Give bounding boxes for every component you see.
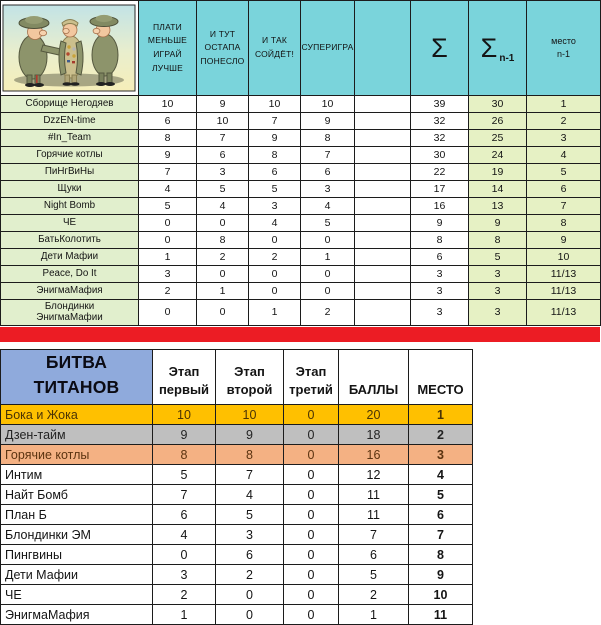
place-prev-cell[interactable]: 5: [527, 164, 601, 181]
stage-score-cell[interactable]: 9: [153, 425, 216, 445]
team-name-cell[interactable]: DzzEN-time: [1, 113, 139, 130]
stage-score-cell[interactable]: 1: [301, 249, 355, 266]
stage-score-cell[interactable]: 7: [249, 113, 301, 130]
stage-score-cell[interactable]: 0: [284, 445, 339, 465]
sum-prev-cell[interactable]: 14: [469, 181, 527, 198]
stage-score-cell[interactable]: 0: [197, 266, 249, 283]
stage-score-cell[interactable]: 4: [249, 215, 301, 232]
points-cell[interactable]: 1: [339, 605, 409, 625]
cartoon-image-cell: [1, 1, 139, 96]
bottom-table-row: [1, 505, 473, 525]
column-header-etap3[interactable]: Этап третий: [284, 349, 339, 405]
top-table-header-row: [1, 1, 601, 96]
blank-cell[interactable]: [355, 96, 411, 113]
place-prev-cell[interactable]: 10: [527, 249, 601, 266]
sum-total-cell[interactable]: 30: [411, 147, 469, 164]
sum-prev-cell[interactable]: 25: [469, 130, 527, 147]
stage-score-cell[interactable]: 3: [153, 565, 216, 585]
bottom-table-row: [1, 545, 473, 565]
sum-total-cell[interactable]: 22: [411, 164, 469, 181]
bottom-table-row: [1, 405, 473, 425]
bottom-table-body: [1, 405, 473, 625]
points-cell[interactable]: 16: [339, 445, 409, 465]
stage-score-cell[interactable]: 0: [197, 300, 249, 326]
stage-score-cell[interactable]: 0: [284, 565, 339, 585]
place-prev-cell[interactable]: 1: [527, 96, 601, 113]
place-cell[interactable]: 10: [409, 585, 473, 605]
bottom-table-header-row: [1, 349, 473, 405]
stage-score-cell[interactable]: 7: [139, 164, 197, 181]
stage-score-cell[interactable]: 0: [249, 232, 301, 249]
stage-score-cell[interactable]: 0: [301, 283, 355, 300]
stage-score-cell[interactable]: 0: [284, 545, 339, 565]
stage-score-cell[interactable]: 2: [139, 283, 197, 300]
column-header-place-prev[interactable]: [527, 1, 601, 96]
stage-score-cell[interactable]: 9: [249, 130, 301, 147]
stage-score-cell[interactable]: 10: [216, 405, 284, 425]
team-name-cell[interactable]: Найт Бомб: [1, 485, 153, 505]
column-header-sum[interactable]: [411, 1, 469, 96]
blank-cell[interactable]: [355, 130, 411, 147]
top-table-row: [1, 147, 601, 164]
team-name-cell[interactable]: Блондинки ЭнигмаМафии: [1, 300, 139, 326]
stage-score-cell[interactable]: 3: [301, 181, 355, 198]
sum-prev-cell[interactable]: 19: [469, 164, 527, 181]
place-cell[interactable]: 5: [409, 485, 473, 505]
team-name-cell[interactable]: Night Bomb: [1, 198, 139, 215]
stage-score-cell[interactable]: 0: [284, 405, 339, 425]
stage-score-cell[interactable]: 2: [216, 565, 284, 585]
top-table-row: [1, 300, 601, 326]
column-header-stage4[interactable]: СУПЕРИГРА: [301, 1, 355, 96]
separator-bar: [0, 327, 600, 342]
team-name-cell[interactable]: Дети Мафии: [1, 565, 153, 585]
sum-total-cell[interactable]: 3: [411, 283, 469, 300]
team-name-cell[interactable]: Блондинки ЭМ: [1, 525, 153, 545]
stage-score-cell[interactable]: 10: [249, 96, 301, 113]
stage-score-cell[interactable]: 0: [153, 545, 216, 565]
sum-total-cell[interactable]: 39: [411, 96, 469, 113]
bottom-table-row: [1, 585, 473, 605]
bottom-table-row: [1, 445, 473, 465]
sum-total-cell[interactable]: 6: [411, 249, 469, 266]
bottom-table-row: [1, 485, 473, 505]
stage-score-cell[interactable]: 3: [139, 266, 197, 283]
column-header-place[interactable]: МЕСТО: [409, 349, 473, 405]
place-cell[interactable]: 1: [409, 405, 473, 425]
stage-score-cell[interactable]: 6: [301, 164, 355, 181]
place-cell[interactable]: 8: [409, 545, 473, 565]
place-cell[interactable]: 2: [409, 425, 473, 445]
stage-score-cell[interactable]: 5: [216, 505, 284, 525]
points-cell[interactable]: 7: [339, 525, 409, 545]
stage-score-cell[interactable]: 10: [153, 405, 216, 425]
stage-score-cell[interactable]: 0: [216, 585, 284, 605]
sum-prev-cell[interactable]: 30: [469, 96, 527, 113]
place-prev-cell[interactable]: 11/13: [527, 283, 601, 300]
top-table-row: [1, 249, 601, 266]
blank-cell[interactable]: [355, 113, 411, 130]
team-name-cell[interactable]: Горячие котлы: [1, 445, 153, 465]
place-prev-cell[interactable]: 2: [527, 113, 601, 130]
stage-score-cell[interactable]: 0: [216, 605, 284, 625]
bottom-table-title[interactable]: БИТВА ТИТАНОВ: [1, 349, 153, 405]
stage-score-cell[interactable]: 1: [139, 249, 197, 266]
place-prev-cell[interactable]: 3: [527, 130, 601, 147]
stage-score-cell[interactable]: 3: [197, 164, 249, 181]
place-cell[interactable]: 3: [409, 445, 473, 465]
team-name-cell[interactable]: #In_Team: [1, 130, 139, 147]
top-table-row: [1, 181, 601, 198]
team-name-cell[interactable]: Сборище Негодяев: [1, 96, 139, 113]
stage-score-cell[interactable]: 5: [153, 465, 216, 485]
stage-score-cell[interactable]: 4: [139, 181, 197, 198]
column-header-stage2[interactable]: И ТУТ ОСТАПА ПОНЕСЛО: [197, 1, 249, 96]
stage-score-cell[interactable]: 8: [197, 232, 249, 249]
sum-total-cell[interactable]: 9: [411, 215, 469, 232]
stage-score-cell[interactable]: 8: [301, 130, 355, 147]
blank-cell[interactable]: [355, 147, 411, 164]
bottom-table-row: [1, 525, 473, 545]
stage-score-cell[interactable]: 0: [284, 425, 339, 445]
place-prev-cell[interactable]: 11/13: [527, 266, 601, 283]
team-name-cell[interactable]: ЭнигмаМафия: [1, 605, 153, 625]
sum-prev-cell[interactable]: 3: [469, 300, 527, 326]
team-name-cell[interactable]: ПиНгВиНы: [1, 164, 139, 181]
sum-prev-cell[interactable]: 26: [469, 113, 527, 130]
stage-score-cell[interactable]: 0: [301, 232, 355, 249]
stage-score-cell[interactable]: 10: [301, 96, 355, 113]
team-name-cell[interactable]: Интим: [1, 465, 153, 485]
stage-score-cell[interactable]: 9: [139, 147, 197, 164]
blank-cell[interactable]: [355, 266, 411, 283]
stage-score-cell[interactable]: 2: [301, 300, 355, 326]
titan-battle-table: [0, 349, 473, 625]
stage-score-cell[interactable]: 9: [301, 113, 355, 130]
blank-cell[interactable]: [355, 232, 411, 249]
stage-score-cell[interactable]: 2: [197, 249, 249, 266]
stage-score-cell[interactable]: 0: [249, 266, 301, 283]
stage-score-cell[interactable]: 0: [284, 505, 339, 525]
team-name-cell[interactable]: ЧЕ: [1, 585, 153, 605]
stage-score-cell[interactable]: 8: [139, 130, 197, 147]
stage-score-cell[interactable]: 7: [301, 147, 355, 164]
sum-total-cell[interactable]: 16: [411, 198, 469, 215]
stage-score-cell[interactable]: 2: [153, 585, 216, 605]
blank-cell[interactable]: [355, 181, 411, 198]
stage-score-cell[interactable]: 0: [139, 300, 197, 326]
column-header-points[interactable]: БАЛЛЫ: [339, 349, 409, 405]
sum-total-cell[interactable]: 32: [411, 113, 469, 130]
stage-score-cell[interactable]: 1: [197, 283, 249, 300]
top-table-row: [1, 266, 601, 283]
bottom-table-row: [1, 605, 473, 625]
team-name-cell[interactable]: Дети Мафии: [1, 249, 139, 266]
column-header-stage3[interactable]: И ТАК СОЙДЁТ!: [249, 1, 301, 96]
stage-score-cell[interactable]: 0: [139, 232, 197, 249]
stage-score-cell[interactable]: 0: [249, 283, 301, 300]
stage-score-cell[interactable]: 5: [301, 215, 355, 232]
top-table-body: [1, 96, 601, 326]
stage-score-cell[interactable]: 6: [153, 505, 216, 525]
stage-score-cell[interactable]: 6: [197, 147, 249, 164]
blank-cell[interactable]: [355, 215, 411, 232]
stage-score-cell[interactable]: 7: [153, 485, 216, 505]
sum-total-cell[interactable]: 8: [411, 232, 469, 249]
stage-score-cell[interactable]: 4: [153, 525, 216, 545]
sum-prev-cell[interactable]: 3: [469, 283, 527, 300]
team-name-cell[interactable]: Дзен-тайм: [1, 425, 153, 445]
stage-score-cell[interactable]: 7: [216, 465, 284, 485]
place-cell[interactable]: 9: [409, 565, 473, 585]
stage-score-cell[interactable]: 8: [216, 445, 284, 465]
stage-score-cell[interactable]: 2: [249, 249, 301, 266]
stage-score-cell[interactable]: 6: [139, 113, 197, 130]
bottom-table-row: [1, 425, 473, 445]
place-prev-cell[interactable]: 11/13: [527, 300, 601, 326]
sum-prev-cell[interactable]: 5: [469, 249, 527, 266]
stage-score-cell[interactable]: 0: [284, 465, 339, 485]
team-name-cell[interactable]: ЧЕ: [1, 215, 139, 232]
column-header-etap2[interactable]: Этап второй: [216, 349, 284, 405]
sum-total-cell[interactable]: 17: [411, 181, 469, 198]
blank-cell[interactable]: [355, 300, 411, 326]
sum-prev-cell[interactable]: 3: [469, 266, 527, 283]
top-table-row: [1, 232, 601, 249]
place-header-line2: n-1: [556, 49, 570, 59]
stage-score-cell[interactable]: 6: [249, 164, 301, 181]
points-cell[interactable]: 20: [339, 405, 409, 425]
points-cell[interactable]: 12: [339, 465, 409, 485]
team-name-cell[interactable]: Бока и Жока: [1, 405, 153, 425]
sum-total-cell[interactable]: 3: [411, 266, 469, 283]
bottom-table-row: [1, 565, 473, 585]
stage-score-cell[interactable]: 0: [284, 525, 339, 545]
sum-prev-cell[interactable]: 24: [469, 147, 527, 164]
points-cell[interactable]: 18: [339, 425, 409, 445]
stage-score-cell[interactable]: 8: [249, 147, 301, 164]
place-cell[interactable]: 6: [409, 505, 473, 525]
sigma-symbol: Σ: [431, 32, 448, 63]
team-name-cell[interactable]: Пингвины: [1, 545, 153, 565]
stage-score-cell[interactable]: 3: [249, 198, 301, 215]
points-cell[interactable]: 2: [339, 585, 409, 605]
stage-score-cell[interactable]: 5: [197, 181, 249, 198]
sigma-symbol: Σ: [480, 32, 498, 63]
place-cell[interactable]: 7: [409, 525, 473, 545]
stage-score-cell[interactable]: 4: [197, 198, 249, 215]
stage-score-cell[interactable]: 1: [249, 300, 301, 326]
sum-total-cell[interactable]: 32: [411, 130, 469, 147]
stage-score-cell[interactable]: 5: [249, 181, 301, 198]
stage-score-cell[interactable]: 4: [301, 198, 355, 215]
stage-score-cell[interactable]: 0: [139, 215, 197, 232]
team-name-cell[interactable]: БатьКолотить: [1, 232, 139, 249]
top-table-row: [1, 130, 601, 147]
stage-score-cell[interactable]: 0: [301, 266, 355, 283]
top-table-row: [1, 96, 601, 113]
cartoon-officers-image: [3, 5, 135, 91]
stage-score-cell[interactable]: 9: [197, 96, 249, 113]
top-table-row: [1, 198, 601, 215]
place-prev-cell[interactable]: 8: [527, 215, 601, 232]
place-prev-cell[interactable]: 4: [527, 147, 601, 164]
stage-score-cell[interactable]: 0: [284, 585, 339, 605]
sum-prev-cell[interactable]: 9: [469, 215, 527, 232]
team-name-cell[interactable]: Щуки: [1, 181, 139, 198]
column-header-stage1[interactable]: ПЛАТИ МЕНЬШЕ ИГРАЙ ЛУЧШЕ: [139, 1, 197, 96]
stage-score-cell[interactable]: 5: [139, 198, 197, 215]
blank-cell[interactable]: [355, 249, 411, 266]
stage-score-cell[interactable]: 9: [216, 425, 284, 445]
sigma-subscript: n-1: [499, 52, 515, 64]
stage-score-cell[interactable]: 7: [197, 130, 249, 147]
stage-score-cell[interactable]: 3: [216, 525, 284, 545]
team-name-cell[interactable]: Горячие котлы: [1, 147, 139, 164]
top-table-row: [1, 215, 601, 232]
place-cell[interactable]: 4: [409, 465, 473, 485]
team-name-cell[interactable]: План Б: [1, 505, 153, 525]
points-cell[interactable]: 11: [339, 505, 409, 525]
blank-cell[interactable]: [355, 164, 411, 181]
stage-score-cell[interactable]: 0: [284, 485, 339, 505]
column-header-blank[interactable]: [355, 1, 411, 96]
top-table-row: [1, 283, 601, 300]
sum-total-cell[interactable]: 3: [411, 300, 469, 326]
stage-score-cell[interactable]: 0: [284, 605, 339, 625]
points-cell[interactable]: 6: [339, 545, 409, 565]
sum-prev-cell[interactable]: 13: [469, 198, 527, 215]
top-table-row: [1, 164, 601, 181]
place-prev-cell[interactable]: 6: [527, 181, 601, 198]
place-prev-cell[interactable]: 9: [527, 232, 601, 249]
points-cell[interactable]: 11: [339, 485, 409, 505]
column-header-sum-prev[interactable]: [469, 1, 527, 96]
points-cell[interactable]: 5: [339, 565, 409, 585]
top-table-row: [1, 113, 601, 130]
bottom-table-row: [1, 465, 473, 485]
stage-score-cell[interactable]: 4: [216, 485, 284, 505]
stage-score-cell[interactable]: 10: [197, 113, 249, 130]
column-header-etap1[interactable]: Этап первый: [153, 349, 216, 405]
stage-score-cell[interactable]: 6: [216, 545, 284, 565]
stage-score-cell[interactable]: 1: [153, 605, 216, 625]
place-header-line1: место: [551, 35, 576, 46]
team-name-cell[interactable]: ЭнигмаМафия: [1, 283, 139, 300]
stage-score-cell[interactable]: 0: [197, 215, 249, 232]
sum-prev-cell[interactable]: 8: [469, 232, 527, 249]
blank-cell[interactable]: [355, 198, 411, 215]
place-prev-cell[interactable]: 7: [527, 198, 601, 215]
stage-score-cell[interactable]: 8: [153, 445, 216, 465]
place-cell[interactable]: 11: [409, 605, 473, 625]
team-name-cell[interactable]: Peace, Do It: [1, 266, 139, 283]
blank-cell[interactable]: [355, 283, 411, 300]
stage-score-cell[interactable]: 10: [139, 96, 197, 113]
